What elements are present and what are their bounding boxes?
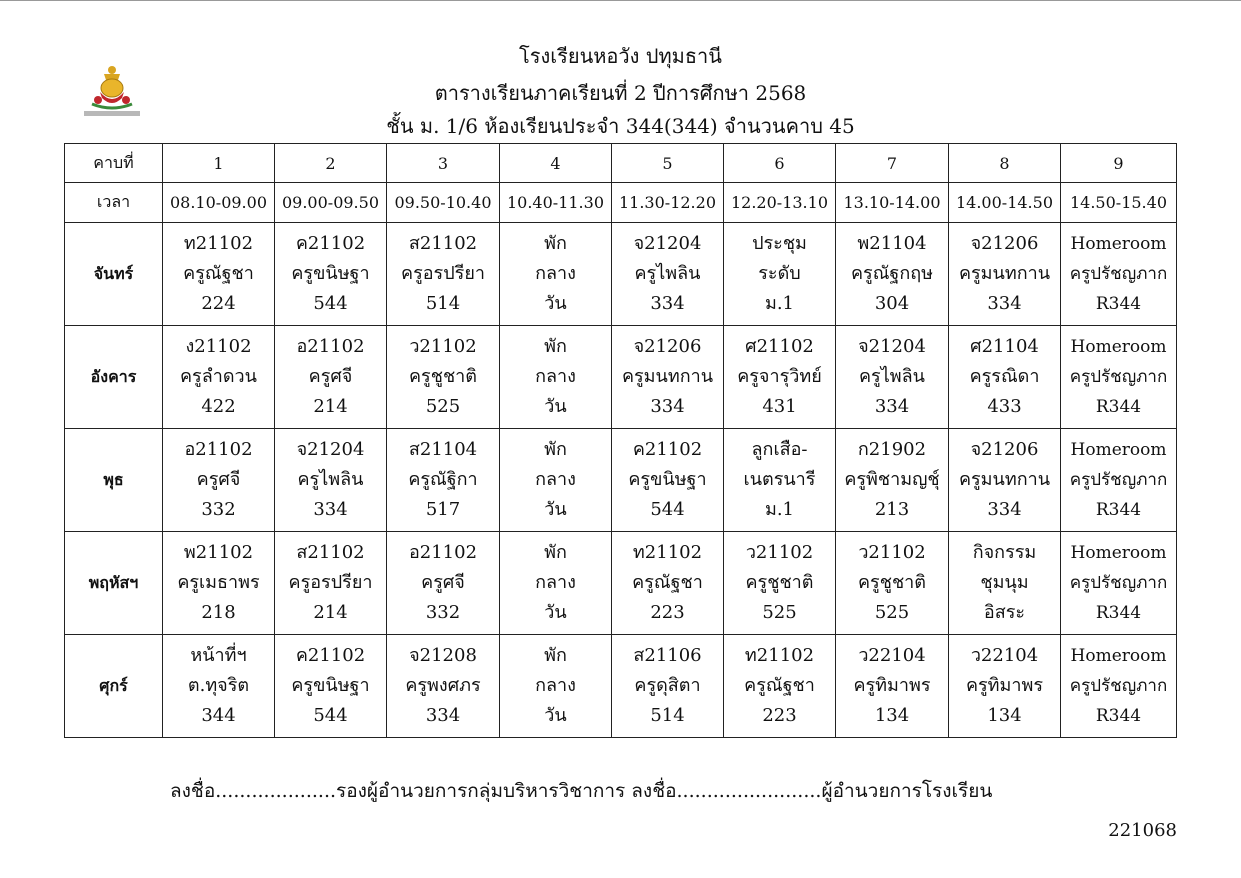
schedule-cell [163, 532, 275, 635]
schedule-cell [724, 635, 836, 738]
teacher-name: ครูชูชาติ [409, 366, 477, 387]
school-name: โรงเรียนหอวัง ปทุมธานี [519, 44, 722, 68]
teacher-name: ครูเมธาพร [177, 572, 260, 593]
teacher-name: ครูขนิษฐา [291, 675, 370, 696]
teacher-name: ครูจารุวิทย์ [737, 366, 822, 387]
day-name: พฤหัสฯ [65, 532, 163, 635]
period-number: 2 [275, 144, 387, 183]
schedule-cell [275, 429, 387, 532]
schedule-cell [949, 635, 1061, 738]
subject-code: Homeroom [1070, 543, 1167, 563]
subject-code: จ21204 [296, 439, 365, 460]
room-number: 525 [425, 396, 461, 417]
room-number: 214 [313, 602, 348, 623]
schedule-cell [275, 532, 387, 635]
schedule-cell [724, 429, 836, 532]
schedule-cell [275, 326, 387, 429]
schedule-cell [275, 223, 387, 326]
subject-code: พ21104 [857, 233, 927, 254]
teacher-name: ครูดุสิตา [634, 675, 701, 696]
subject-code: พัก [544, 336, 567, 357]
room-number: R344 [1095, 603, 1142, 623]
room-number: 214 [313, 396, 348, 417]
room-number: 223 [762, 705, 797, 726]
schedule-cell [387, 223, 500, 326]
day-row [65, 326, 1177, 429]
schedule-cell [387, 326, 500, 429]
subject-code: Homeroom [1070, 234, 1167, 254]
signature-line: ลงชื่อ....................รองผู้อำนวยการกลุ่มบริหารวิชาการ ลงชื่อ........................ผู้อำนวยการโรงเรียน [170, 780, 993, 802]
teacher-name: ครูพงศภร [405, 675, 481, 696]
subject-code: ส21104 [408, 439, 478, 460]
teacher-name: กลาง [535, 263, 576, 284]
schedule-cell [836, 429, 949, 532]
room-number: วัน [544, 293, 567, 314]
room-number: วัน [544, 602, 567, 623]
room-number: วัน [544, 499, 567, 520]
teacher-name: กลาง [535, 366, 576, 387]
teacher-name: ครูปรัชญภาก [1069, 470, 1168, 490]
schedule-cell [163, 326, 275, 429]
schedule-cell [1061, 326, 1177, 429]
teacher-name: ครูทิมาพร [853, 675, 931, 696]
subject-code: ประชุม [752, 233, 807, 254]
schedule-cell [836, 326, 949, 429]
room-number: วัน [544, 705, 567, 726]
schedule-cell [163, 429, 275, 532]
room-number: 223 [650, 602, 685, 623]
period-time: 13.10-14.00 [836, 183, 949, 223]
teacher-name: ครูมนทกาน [621, 366, 714, 387]
period-time: 09.00-09.50 [275, 183, 387, 223]
subject-code: ท21102 [632, 542, 703, 563]
teacher-name: ระดับ [758, 263, 801, 284]
subject-code: ศ21104 [970, 336, 1039, 357]
room-number: 332 [201, 499, 236, 520]
period-number: 1 [163, 144, 275, 183]
subject-code: ว21102 [409, 336, 477, 357]
subject-code: จ21204 [633, 233, 702, 254]
room-number: 224 [201, 293, 236, 314]
teacher-name: ครูขนิษฐา [291, 263, 370, 284]
teacher-name: กลาง [535, 572, 576, 593]
schedule-cell [949, 429, 1061, 532]
period-time: 08.10-09.00 [163, 183, 275, 223]
teacher-name: ครูรณิดา [969, 366, 1040, 387]
room-number: 304 [874, 293, 910, 314]
schedule-cell [612, 532, 724, 635]
subject-code: ส21102 [296, 542, 365, 563]
teacher-name: ครูอรปรียา [401, 263, 485, 284]
day-name: จันทร์ [65, 223, 163, 326]
room-number: 334 [425, 705, 461, 726]
subject-code: อ21102 [296, 336, 365, 357]
subject-code: ลูกเสือ- [751, 439, 808, 460]
subject-code: พัก [544, 439, 567, 460]
period-header-label: คาบที่ [65, 144, 163, 183]
schedule-cell [500, 326, 612, 429]
period-number: 3 [387, 144, 500, 183]
document-code: 221068 [1108, 820, 1177, 841]
room-number: 431 [762, 396, 797, 417]
room-number: 544 [313, 705, 348, 726]
schedule-cell [612, 635, 724, 738]
top-border-line [0, 0, 1241, 1]
period-number: 9 [1061, 144, 1177, 183]
subject-code: ง21102 [185, 336, 252, 357]
room-number: 334 [313, 499, 348, 520]
schedule-cell [275, 635, 387, 738]
schedule-cell [500, 532, 612, 635]
period-number: 4 [500, 144, 612, 183]
subject-code: ก21902 [857, 439, 927, 460]
period-time: 11.30-12.20 [612, 183, 724, 223]
teacher-name: ครูปรัชญภาก [1069, 676, 1168, 696]
period-number: 7 [836, 144, 949, 183]
subject-code: จ21208 [409, 645, 477, 666]
day-row [65, 223, 1177, 326]
room-number: 334 [987, 293, 1022, 314]
subject-code: ค21102 [295, 645, 366, 666]
time-header-row [65, 183, 1177, 223]
room-number: 514 [650, 705, 685, 726]
day-name: ศุกร์ [65, 635, 163, 738]
subject-code: Homeroom [1070, 646, 1167, 666]
schedule-cell [1061, 223, 1177, 326]
subject-code: อ21102 [408, 542, 478, 563]
teacher-name: กลาง [535, 675, 576, 696]
schedule-cell [387, 429, 500, 532]
room-number: วัน [544, 396, 567, 417]
teacher-name: ครูไพลิน [634, 263, 701, 284]
schedule-cell [949, 326, 1061, 429]
schedule-cell [500, 635, 612, 738]
subject-code: พ21102 [183, 542, 254, 563]
subject-code: อ21102 [184, 439, 253, 460]
room-number: 334 [650, 293, 685, 314]
room-number: ม.1 [764, 293, 795, 314]
room-number: 525 [874, 602, 910, 623]
room-number: 525 [762, 602, 797, 623]
schedule-cell [836, 532, 949, 635]
room-number: R344 [1095, 294, 1142, 314]
period-time: 14.00-14.50 [949, 183, 1061, 223]
period-time: 10.40-11.30 [500, 183, 612, 223]
period-time: 09.50-10.40 [387, 183, 500, 223]
teacher-name: ครูณัฐกฤษ [850, 263, 933, 284]
teacher-name: ครูณัฐชา [632, 572, 703, 593]
room-number: 544 [313, 293, 348, 314]
teacher-name: ครูปรัชญภาก [1069, 573, 1168, 593]
schedule-title: ตารางเรียนภาคเรียนที่ 2 ปีการศึกษา 2568 [434, 81, 807, 105]
teacher-name: ครูณัฐิกา [408, 469, 478, 490]
day-name: พุธ [65, 429, 163, 532]
teacher-name: ครูชูชาติ [858, 572, 926, 593]
subject-code: จ21206 [970, 233, 1039, 254]
subject-code: ว21102 [858, 542, 926, 563]
schedule-cell [1061, 635, 1177, 738]
room-number: 332 [425, 602, 461, 623]
room-number: 517 [425, 499, 461, 520]
subject-code: ท21102 [183, 233, 254, 254]
teacher-name: ครูชูชาติ [745, 572, 814, 593]
subject-code: พัก [544, 233, 567, 254]
schedule-cell [1061, 532, 1177, 635]
teacher-name: ครูทิมาพร [965, 675, 1044, 696]
subject-code: ว22104 [970, 645, 1039, 666]
schedule-cell [724, 532, 836, 635]
room-number: 433 [987, 396, 1022, 417]
teacher-name: ครูมนทกาน [958, 469, 1051, 490]
room-number: 134 [987, 705, 1022, 726]
teacher-name: กลาง [535, 469, 576, 490]
room-number: 344 [201, 705, 236, 726]
subject-code: ว22104 [858, 645, 926, 666]
time-header-label: เวลา [65, 183, 163, 223]
schedule-cell [949, 223, 1061, 326]
teacher-name: ครูปรัชญภาก [1069, 367, 1168, 387]
room-number: อิสระ [983, 602, 1026, 623]
schedule-cell [163, 635, 275, 738]
teacher-name: ครูศจี [421, 572, 465, 593]
subject-code: พัก [544, 645, 567, 666]
teacher-name: ครูไพลิน [859, 366, 925, 387]
period-header-row [65, 144, 1177, 183]
teacher-name: ครูปรัชญภาก [1069, 264, 1168, 284]
schedule-cell [836, 223, 949, 326]
subject-code: กิจกรรม [972, 542, 1037, 563]
room-number: 334 [874, 396, 910, 417]
class-info: ชั้น ม. 1/6 ห้องเรียนประจำ 344(344) จำนวนคาบ 45 [386, 114, 855, 138]
room-number: ม.1 [764, 499, 795, 520]
subject-code: จ21204 [858, 336, 926, 357]
teacher-name: ครูณัฐชา [744, 675, 815, 696]
teacher-name: ครูไพลิน [297, 469, 364, 490]
schedule-cell [724, 326, 836, 429]
teacher-name: ครูขนิษฐา [628, 469, 707, 490]
teacher-name: ครูพิชามญชุ์ [844, 469, 940, 490]
schedule-cell [387, 532, 500, 635]
room-number: 514 [425, 293, 461, 314]
subject-code: จ21206 [970, 439, 1039, 460]
subject-code: Homeroom [1070, 337, 1167, 357]
room-number: 544 [650, 499, 685, 520]
teacher-name: เนตรนารี [743, 469, 816, 490]
schedule-cell [724, 223, 836, 326]
schedule-cell [949, 532, 1061, 635]
period-number: 8 [949, 144, 1061, 183]
period-time: 14.50-15.40 [1061, 183, 1177, 223]
day-row [65, 532, 1177, 635]
subject-code: ค21102 [295, 233, 366, 254]
subject-code: พัก [544, 542, 567, 563]
subject-code: ค21102 [632, 439, 703, 460]
room-number: 213 [874, 499, 910, 520]
timetable [64, 143, 1177, 738]
room-number: 134 [874, 705, 910, 726]
subject-code: ส21106 [633, 645, 702, 666]
schedule-cell [387, 635, 500, 738]
subject-code: ศ21102 [745, 336, 814, 357]
schedule-cell [612, 429, 724, 532]
period-number: 5 [612, 144, 724, 183]
teacher-name: ชุมนุม [980, 572, 1029, 593]
teacher-name: ครูอรปรียา [288, 572, 373, 593]
schedule-cell [500, 223, 612, 326]
subject-code: ท21102 [744, 645, 815, 666]
schedule-cell [836, 635, 949, 738]
teacher-name: ครูมนทกาน [958, 263, 1051, 284]
teacher-name: ครูณัฐชา [183, 263, 254, 284]
subject-code: ส21102 [408, 233, 478, 254]
schedule-cell [612, 326, 724, 429]
room-number: 218 [201, 602, 236, 623]
teacher-name: ต.ทุจริต [187, 675, 250, 696]
room-number: R344 [1095, 706, 1142, 726]
subject-code: Homeroom [1070, 440, 1167, 460]
room-number: 422 [201, 396, 236, 417]
room-number: 334 [650, 396, 685, 417]
schedule-cell [500, 429, 612, 532]
period-time: 12.20-13.10 [724, 183, 836, 223]
teacher-name: ครูศจี [308, 366, 353, 387]
room-number: 334 [987, 499, 1022, 520]
schedule-cell [1061, 429, 1177, 532]
subject-code: หน้าที่ฯ [190, 645, 247, 666]
schedule-cell [163, 223, 275, 326]
schedule-cell [612, 223, 724, 326]
subject-code: จ21206 [633, 336, 702, 357]
day-row [65, 429, 1177, 532]
subject-code: ว21102 [745, 542, 814, 563]
room-number: R344 [1095, 397, 1142, 417]
teacher-name: ครูลำดวน [180, 366, 257, 387]
day-name: อังคาร [65, 326, 163, 429]
day-row [65, 635, 1177, 738]
teacher-name: ครูศจี [196, 469, 241, 490]
room-number: R344 [1095, 500, 1142, 520]
period-number: 6 [724, 144, 836, 183]
